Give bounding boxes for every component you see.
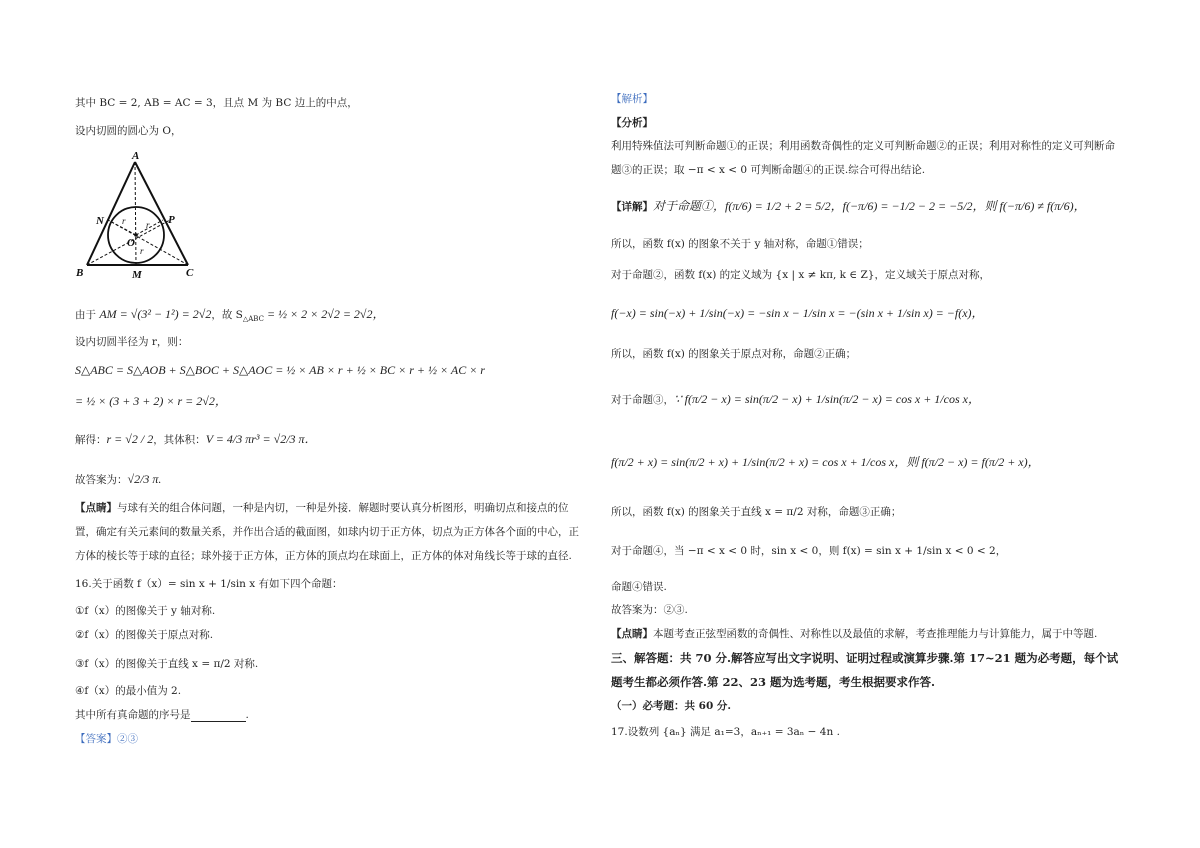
- incircle-triangle-figure: [72, 150, 202, 280]
- text-line: 【点睛】与球有关的组合体问题，一种是内切，一种是外接．解题时要认真分析图形，明确切点和接点的位: [75, 502, 569, 514]
- text-line: 所以，函数 f(x) 的图象不关于 y 轴对称，命题①错误；: [611, 238, 869, 250]
- question-16: 16.关于函数 f（x）= sin x + 1/sin x 有如下四个命题：: [75, 578, 343, 590]
- option-4: ④f（x）的最小值为 2.: [75, 685, 182, 697]
- point-label-m: M: [132, 269, 142, 280]
- text-line: 利用特殊值法可判断命题①的正误；利用函数奇偶性的定义可判断命题②的正误；利用对称性的定义可判断命: [611, 140, 1115, 152]
- text-line: 置，确定有关元素间的数量关系，并作出合适的截面图，如球内切于正方体，切点为正方体各个面的中心，正: [75, 526, 579, 538]
- text-line: 方体的棱长等于球的直径；球外接于正方体，正方体的顶点均在球面上，正方体的体对角线长等于球的直径.: [75, 550, 572, 562]
- option-1: ①f（x）的图像关于 y 轴对称.: [75, 605, 216, 617]
- text-line: 所以，函数 f(x) 的图象关于直线 x = π/2 对称，命题③正确；: [611, 506, 902, 518]
- option-2: ②f（x）的图像关于原点对称.: [75, 629, 214, 641]
- answer-blank: [191, 721, 246, 722]
- radius-label: r: [122, 216, 126, 226]
- point-label-o: O: [127, 237, 135, 249]
- text-line: 设内切圆的圆心为 O，: [75, 125, 182, 137]
- vertex-label-c: C: [186, 267, 194, 279]
- math-line: f(π/2 + x) = sin(π/2 + x) + 1/sin(π/2 + x) = cos x + 1/cos x，则 f(π/2 − x) = f(π/2 + x)，: [611, 455, 1040, 469]
- section-label-fenxi: 【分析】: [611, 117, 653, 129]
- math-line: 对于命题③，∵ f(π/2 − x) = sin(π/2 − x) + 1/sin(π/2 − x) = cos x + 1/cos x，: [611, 392, 980, 406]
- text-line: 【点睛】本题考查正弦型函数的奇偶性、对称性以及最值的求解，考查推理能力与计算能力，属于中等题.: [611, 628, 1098, 640]
- text-line: 解得：r = √2 / 2，其体积：V = 4/3 πr³ = √2/3 π．: [75, 432, 317, 446]
- math-line: f(−x) = sin(−x) + 1/sin(−x) = −sin x − 1/sin x = −(sin x + 1/sin x) = −f(x)，: [611, 306, 984, 320]
- point-label-p: P: [168, 214, 175, 226]
- math-line: 【详解】对于命题①，f(π/6) = 1/2 + 2 = 5/2，f(−π/6) = −1/2 − 2 = −5/2，则 f(−π/6) ≠ f(π/6)，: [611, 199, 1086, 213]
- section-label-jiexi: 【解析】: [611, 93, 653, 105]
- text-line: 对于命题②，函数 f(x) 的定义域为 {x | x ≠ kπ, k ∈ Z}，定义域关于原点对称，: [611, 269, 990, 281]
- radius-label: r: [140, 246, 144, 256]
- question-17: 17.设数列 {aₙ} 满足 a₁=3，aₙ₊₁ = 3aₙ − 4n .: [611, 726, 840, 738]
- question-16-prompt: 其中所有真命题的序号是 .: [75, 709, 249, 721]
- math-line: 对于命题④，当 −π < x < 0 时，sin x < 0，则 f(x) = sin x + 1/sin x < 0 < 2，: [611, 545, 1007, 557]
- point-label-n: N: [96, 215, 104, 227]
- text-line: 题③的正误；取 −π < x < 0 可判断命题④的正误.综合可得出结论.: [611, 164, 926, 176]
- vertex-label-a: A: [132, 150, 140, 162]
- radius-label: r: [146, 220, 150, 230]
- text-line: 故答案为：②③.: [611, 604, 688, 616]
- text-line: 所以，函数 f(x) 的图象关于原点对称，命题②正确；: [611, 348, 857, 360]
- vertex-label-b: B: [76, 267, 84, 279]
- section-heading: 三、解答题：共 70 分.解答应写出文字说明、证明过程或演算步骤.第 17~21 题为必考题，每个试: [611, 651, 1119, 665]
- text-line: 由于 AM = √(3² − 1²) = 2√2，故 $S_{\triangle ABC}$ = ½ × 2 × 2√2 = 2√2，: [75, 307, 385, 324]
- option-3: ③f（x）的图像关于直线 x = π/2 对称.: [75, 658, 259, 670]
- math-line: S△ABC = S△AOB + S△BOC + S△AOC = ½ × AB × r + ½ × BC × r + ½ × AC × r: [75, 363, 485, 377]
- answer-label: 【答案】②③: [75, 733, 138, 745]
- text-line: 设内切圆半径为 r，则：: [75, 336, 189, 348]
- subsection-heading: （一）必考题：共 60 分.: [611, 700, 732, 712]
- math-line: = ½ × (3 + 3 + 2) × r = 2√2，: [75, 394, 227, 408]
- text-line: 命题④错误.: [611, 581, 667, 593]
- section-heading: 题考生都必须作答.第 22、23 题为选考题，考生根据要求作答.: [611, 675, 936, 689]
- text-line: 其中 BC = 2, AB = AC = 3，且点 M 为 BC 边上的中点，: [75, 97, 358, 109]
- text-line: 故答案为：√2/3 π.: [75, 472, 162, 486]
